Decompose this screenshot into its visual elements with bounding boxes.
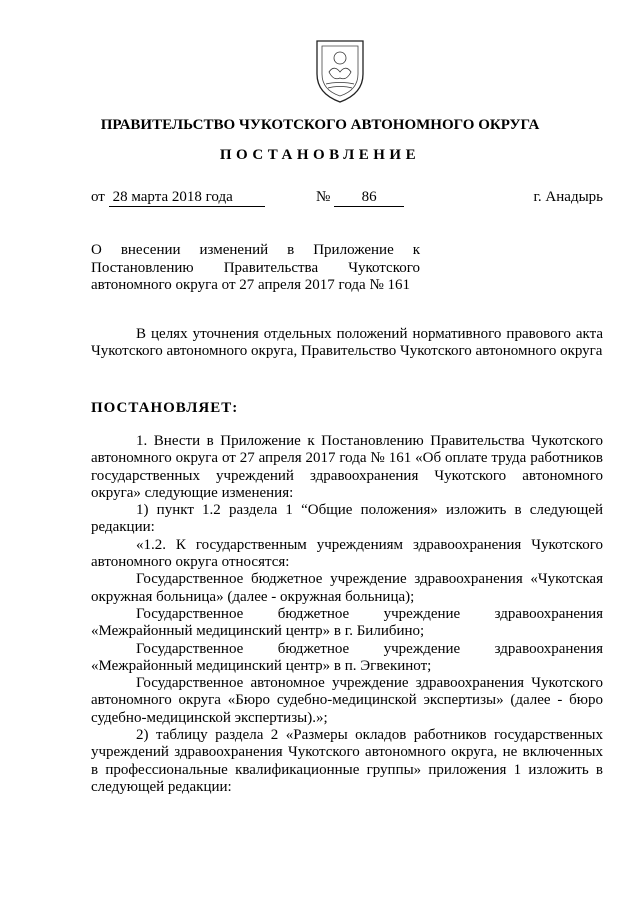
paragraph: Государственное бюджетное учреждение здравоохранения «Межрайонный медицинский центр» в п. Эгвекинот; <box>91 640 603 674</box>
government-title: ПРАВИТЕЛЬСТВО ЧУКОТСКОГО АВТОНОМНОГО ОКРУГА <box>100 117 540 133</box>
subject-line: Постановлению Правительства Чукотского <box>91 259 420 276</box>
paragraph: Государственное автономное учреждение здравоохранения Чукотского автономного округа «Бюро судебно-медицинской экспертизы» (далее - бюро судебно-медицинской экспертизы).»; <box>91 675 603 726</box>
document-type-title: ПОСТАНОВЛЕНИЕ <box>219 147 421 163</box>
paragraph: 2) таблицу раздела 2 «Размеры окладов работников государственных учреждений здравоохранения Чукотского автономного округа, не включенных в профессиональные квалификационные группы» приложения 1 изложить в следующей редакции: <box>91 727 603 795</box>
paragraph: Государственное бюджетное учреждение здравоохранения «Межрайонный медицинский центр» в г. Билибино; <box>91 605 603 640</box>
date-line <box>91 189 265 207</box>
coat-of-arms-emblem <box>313 38 367 104</box>
decree-body <box>91 433 603 796</box>
subject-line: О внесении изменений в Приложение к <box>91 242 420 258</box>
city-name: г. Анадырь <box>533 189 603 205</box>
paragraph: Государственное бюджетное учреждение здравоохранения «Чукотская окружная больница» (далее - окружная больница); <box>91 571 603 605</box>
document-number: 86 <box>334 189 404 207</box>
number-label: № <box>316 189 331 205</box>
paragraph: 1. Внести в Приложение к Постановлению Правительства Чукотского автономного округа от 27 апреля 2017 года № 161 «Об оплате труда работников государственных учреждений здравоохранения Чукотского автономного округа» следующие изменения: <box>91 433 603 501</box>
number-line <box>316 189 404 207</box>
paragraph: 1) пункт 1.2 раздела 1 “Общие положения» изложить в следующей редакции: <box>91 502 603 536</box>
subject-line: автономного округа от 27 апреля 2017 года № 161 <box>91 277 410 293</box>
document-subject <box>91 242 420 295</box>
decree-heading: ПОСТАНОВЛЯЕТ: <box>91 400 239 416</box>
preamble-block <box>91 326 603 361</box>
preamble-text: В целях уточнения отдельных положений нормативного правового акта Чукотского автономного округа, Правительство Чукотского автономного округа <box>91 326 603 360</box>
paragraph: «1.2. К государственным учреждениям здравоохранения Чукотского автономного округа относятся: <box>91 536 603 571</box>
date-prefix: от <box>91 189 105 205</box>
date-value: 28 марта 2018 года <box>109 189 265 207</box>
